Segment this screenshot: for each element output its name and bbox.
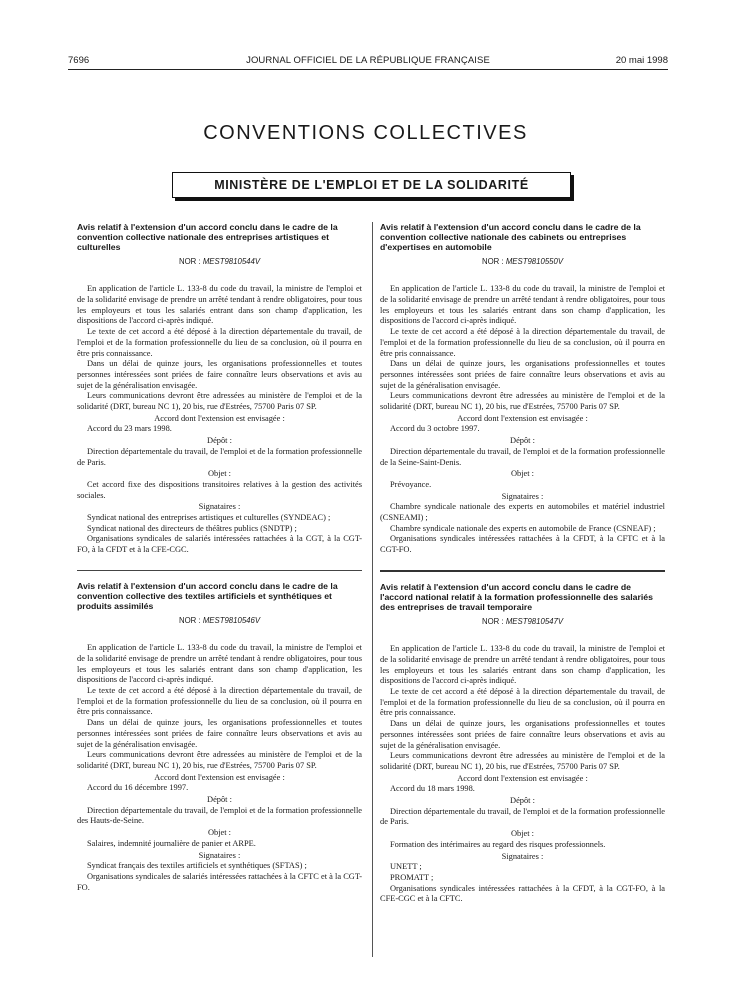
signataires-label: Signataires :	[501, 491, 544, 501]
nor-label: NOR :	[178, 615, 201, 625]
signataire-item: Syndicat national des directeurs de théâtres publics (SNDTP) ;	[87, 523, 297, 533]
depot-value: Direction départementale du travail, de l'emploi et de la formation professionnelle de Paris.	[77, 446, 362, 467]
notice-paragraph: Le texte de cet accord a été déposé à la direction départementale du travail, de l'emploi et de la formation professionnelle du lieu de sa conclusion, où il pourra en être pris connaissance.	[77, 686, 362, 717]
depot-value: Direction départementale du travail, de l'emploi et de la formation professionnelle de Paris.	[380, 806, 665, 827]
notice	[77, 581, 362, 893]
nor-label: NOR :	[178, 256, 201, 266]
notice-paragraph: Dans un délai de quinze jours, les organisations professionnelles et toutes personnes intéressées sont priées de faire connaître leurs observations et avis au sujet de la généralisation envisagée.	[380, 359, 665, 390]
notice-paragraph: Dans un délai de quinze jours, les organisations professionnelles et toutes personnes intéressées sont priées de faire connaître leurs observations et avis au sujet de la généralisation envisagée.	[380, 719, 665, 750]
objet-label: Objet :	[510, 469, 535, 479]
signataire-item: Organisations syndicales de salariés intéressées rattachées à la CFTC et à la CGT-FO.	[77, 871, 362, 892]
depot-label: Dépôt :	[207, 795, 232, 805]
objet-label: Objet :	[207, 828, 232, 838]
ministry-name: MINISTÈRE DE L'EMPLOI ET DE LA SOLIDARITÉ	[214, 178, 529, 192]
left-column	[77, 222, 362, 907]
section-title: CONVENTIONS COLLECTIVES	[203, 122, 528, 144]
notice-paragraph: En application de l'article L. 133-8 du code du travail, la ministre de l'emploi et de la solidarité envisage de prendre un arrêté tendant à rendre obligatoires, pour tous les employeurs et tous les salariés entrant dans son champ d'application, les dispositions de l'accord ci-après indiqué.	[77, 284, 362, 326]
notice-separator	[380, 570, 665, 572]
notice-nor	[380, 257, 665, 268]
notice-paragraph: Leurs communications devront être adressées au ministère de l'emploi et de la solidarité (DRT, bureau NC 1), 20 bis, rue d'Estrées, 75700 Paris 07 SP.	[77, 391, 362, 412]
nor-code: MEST9810547V	[505, 616, 564, 626]
notice	[77, 222, 362, 556]
depot-label: Dépôt :	[510, 436, 535, 446]
journal-title: JOURNAL OFFICIEL DE LA RÉPUBLIQUE FRANÇAISE	[246, 55, 490, 66]
notice-paragraph: Le texte de cet accord a été déposé à la direction départementale du travail, de l'emploi et de la formation professionnelle du lieu de sa conclusion, où il pourra en être pris connaissance.	[77, 327, 362, 358]
signataire-item: Chambre syndicale nationale des experts en automobiles et matériel industriel (CSNEAMI) ;	[380, 502, 665, 523]
notice-paragraph: En application de l'article L. 133-8 du code du travail, la ministre de l'emploi et de la solidarité envisage de prendre un arrêté tendant à rendre obligatoires, pour tous les employeurs et tous les salariés entrant dans son champ d'application, les dispositions de l'accord ci-après indiqué.	[380, 644, 665, 686]
signataire-item: Organisations syndicales intéressées rattachées à la CFDT, à la CFTC et à la CGT-FO.	[380, 534, 665, 555]
objet-value: Salaires, indemnité journalière de panier et ARPE.	[87, 838, 256, 848]
notice-paragraph: Dans un délai de quinze jours, les organisations professionnelles et toutes personnes intéressées sont priées de faire connaître leurs observations et avis au sujet de la généralisation envisagée.	[77, 359, 362, 390]
objet-value: Formation des intérimaires au regard des risques professionnels.	[390, 839, 606, 849]
page-header	[68, 55, 668, 69]
accord-value: Accord du 23 mars 1998.	[87, 424, 172, 434]
page-number: 7696	[68, 55, 90, 66]
signataire-item: Organisations syndicales de salariés intéressées rattachées à la CGT, à la CGT-FO, à la CFDT et à la CFE-CGC.	[77, 534, 362, 555]
signataires-label: Signataires :	[198, 850, 241, 860]
notice-paragraph: En application de l'article L. 133-8 du code du travail, la ministre de l'emploi et de la solidarité envisage de prendre un arrêté tendant à rendre obligatoires, pour tous les employeurs et tous les salariés entrant dans son champ d'application, les dispositions de l'accord ci-après indiqué.	[380, 284, 665, 326]
nor-code: MEST9810550V	[505, 256, 564, 266]
accord-label: Accord dont l'extension est envisagée :	[457, 413, 588, 423]
notice-paragraph: Leurs communications devront être adressées au ministère de l'emploi et de la solidarité (DRT, bureau NC 1), 20 bis, rue d'Estrées, 75700 Paris 07 SP.	[380, 751, 665, 771]
objet-value: Prévoyance.	[390, 479, 432, 489]
signataires-label: Signataires :	[198, 502, 241, 512]
signataire-item: Organisations syndicales intéressées rattachées à la CFDT, à la CGT-FO, à la CFE-CGC et à la CFTC.	[380, 883, 665, 904]
notice-nor	[380, 617, 665, 628]
notice-title: Avis relatif à l'extension d'un accord conclu dans le cadre de la convention collective nationale des cabinets ou entreprises d'expertises en automobile	[380, 222, 641, 253]
accord-value: Accord du 3 octobre 1997.	[390, 424, 480, 434]
accord-value: Accord du 16 décembre 1997.	[87, 783, 189, 793]
notice-paragraph: Leurs communications devront être adressées au ministère de l'emploi et de la solidarité (DRT, bureau NC 1), 20 bis, rue d'Estrées, 75700 Paris 07 SP.	[380, 391, 665, 412]
accord-label: Accord dont l'extension est envisagée :	[154, 772, 285, 782]
notice-nor	[77, 257, 362, 268]
notice-title: Avis relatif à l'extension d'un accord conclu dans le cadre de la convention collective nationale des entreprises artistiques et culturelles	[77, 222, 338, 253]
notice	[380, 222, 665, 556]
accord-label: Accord dont l'extension est envisagée :	[154, 413, 285, 423]
notice-title: Avis relatif à l'extension d'un accord conclu dans le cadre de l'accord national relatif à la formation professionnelle des salariés des entreprises de travail temporaire	[380, 581, 653, 613]
notice-paragraph: Le texte de cet accord a été déposé à la direction départementale du travail, de l'emploi et de la formation professionnelle du lieu de sa conclusion, où il pourra en être pris connaissance.	[380, 687, 665, 718]
signataire-item: UNETT ;	[390, 862, 422, 872]
objet-value: Cet accord fixe des dispositions transitoires relatives à la gestion des activités sociales.	[77, 479, 362, 500]
column-divider	[372, 222, 373, 957]
notice-paragraph: Le texte de cet accord a été déposé à la direction départementale du travail, de l'emploi et de la formation professionnelle du lieu de sa conclusion, où il pourra en être pris connaissance.	[380, 327, 665, 358]
notice-paragraph: En application de l'article L. 133-8 du code du travail, la ministre de l'emploi et de la solidarité envisage de prendre un arrêté tendant à rendre obligatoires, pour tous les employeurs et tous les salariés entrant dans son champ d'application, les dispositions de l'accord ci-après indiqué.	[77, 643, 362, 685]
signataire-item: Chambre syndicale nationale des experts en automobile de France (CSNEAF) ;	[390, 523, 656, 533]
nor-code: MEST9810546V	[202, 615, 261, 625]
signataire-item: Syndicat national des entreprises artistiques et culturelles (SYNDEAC) ;	[87, 513, 331, 523]
notice-paragraph: Dans un délai de quinze jours, les organisations professionnelles et toutes personnes intéressées sont priées de faire connaître leurs observations et avis au sujet de la généralisation envisagée.	[77, 718, 362, 749]
accord-label: Accord dont l'extension est envisagée :	[457, 773, 588, 783]
depot-label: Dépôt :	[510, 796, 535, 806]
accord-value: Accord du 18 mars 1998.	[390, 784, 475, 794]
nor-label: NOR :	[481, 256, 504, 266]
signataire-item: PROMATT ;	[390, 872, 434, 882]
nor-code: MEST9810544V	[202, 256, 261, 266]
notice-paragraph: Leurs communications devront être adressées au ministère de l'emploi et de la solidarité (DRT, bureau NC 1), 20 bis, rue d'Estrées, 75700 Paris 07 SP.	[77, 750, 362, 770]
depot-value: Direction départementale du travail, de l'emploi et de la formation professionnelle des Hauts-de-Seine.	[77, 805, 362, 826]
depot-value: Direction départementale du travail, de l'emploi et de la formation professionnelle de la Seine-Saint-Denis.	[380, 446, 665, 467]
notice-separator	[77, 570, 362, 571]
depot-label: Dépôt :	[207, 436, 232, 446]
notice-title: Avis relatif à l'extension d'un accord conclu dans le cadre de la convention collective des textiles artificiels et synthétiques et produits assimilés	[77, 580, 338, 612]
right-column	[380, 222, 665, 919]
header-rule	[68, 69, 668, 70]
notice	[380, 582, 665, 905]
notice-nor	[77, 616, 362, 627]
objet-label: Objet :	[207, 469, 232, 479]
signataires-label: Signataires :	[501, 851, 544, 861]
signataire-item: Syndicat français des textiles artificiels et synthétiques (SFTAS) ;	[87, 861, 307, 871]
issue-date: 20 mai 1998	[615, 55, 668, 66]
objet-label: Objet :	[510, 829, 535, 839]
ministry-banner	[172, 172, 571, 198]
nor-label: NOR :	[481, 616, 504, 626]
